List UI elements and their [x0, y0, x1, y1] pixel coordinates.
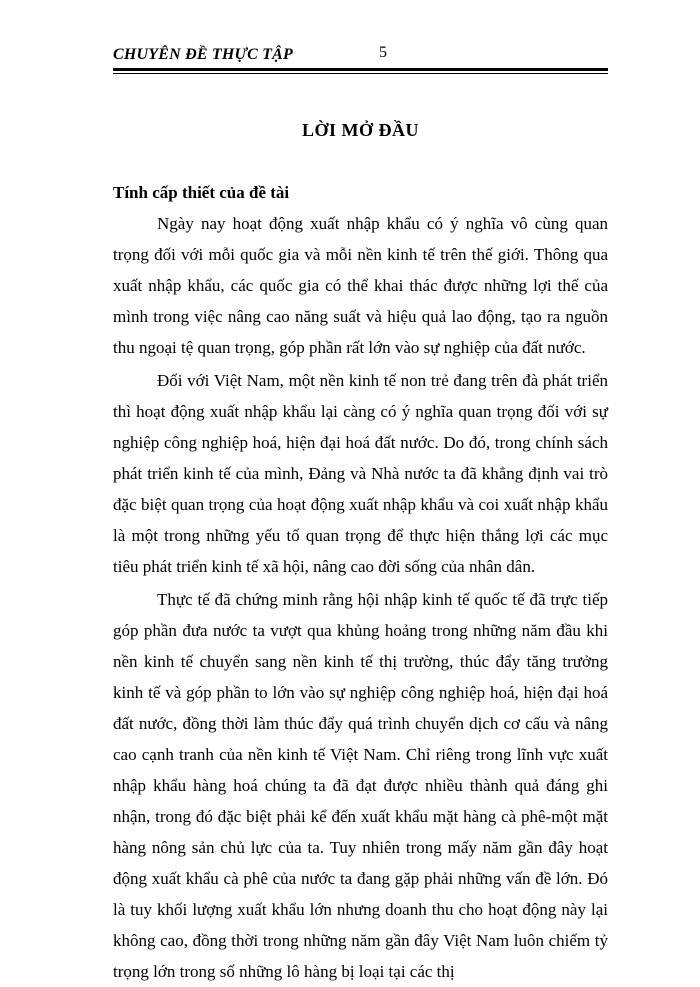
header-title: CHUYÊN ĐỀ THỰC TẬP [113, 46, 294, 63]
paragraph-3: Thực tế đã chứng minh rằng hội nhập kinh tế quốc tế đã trực tiếp góp phần đưa nước ta vượt qua khủng hoảng trong những năm đầu khi nền kinh tế chuyển sang nền kinh tế thị trường, thúc đẩy tăng trưởng kinh tế và góp phần to lớn vào sự nghiệp công nghiệp hoá, hiện đại hoá đất nước, đồng thời làm thúc đẩy quá trình chuyển dịch cơ cấu và nâng cao cạnh tranh của nền kinh tế Việt Nam. Chỉ riêng trong lĩnh vực xuất nhập khẩu hàng hoá chúng ta đã đạt được nhiều thành quả đáng ghi nhận, trong đó đặc biệt phải kể đến xuất khẩu mặt hàng cà phê-một mặt hàng nông sản chủ lực của ta. Tuy nhiên trong mấy năm gần đây hoạt động xuất khẩu cà phê của nước ta đang gặp phải những vấn đề lớn. Đó là tuy khối lượng xuất khẩu lớn nhưng doanh thu cho hoạt động này lại không cao, đồng thời trong những năm gần đây Việt Nam luôn chiếm tỷ trọng lớn trong số những lô hàng bị loại tại các thị [113, 590, 608, 981]
document-title: LỜI MỞ ĐẦU [302, 120, 419, 140]
paragraph-2: Đối với Việt Nam, một nền kinh tế non trẻ đang trên đà phát triển thì hoạt động xuất nhập khẩu lại càng có ý nghĩa quan trọng đối với sự nghiệp công nghiệp hoá, hiện đại hoá đất nước. Do đó, trong chính sách phát triển kinh tế của mình, Đảng và Nhà nước ta đã khẳng định vai trò đặc biệt quan trọng của hoạt động xuất nhập khẩu và coi xuất nhập khẩu là một trong những yếu tố quan trọng để thực hiện thắng lợi các mục tiêu phát triển kinh tế xã hội, nâng cao đời sống của nhân dân. [113, 371, 608, 576]
page-header [113, 42, 608, 76]
document-body [113, 177, 608, 987]
page-number: 5 [379, 44, 387, 61]
header-rule-thin [113, 73, 608, 74]
header-rule-thick [113, 68, 608, 71]
paragraph-1: Ngày nay hoạt động xuất nhập khẩu có ý nghĩa vô cùng quan trọng đối với mỗi quốc gia và mỗi nền kinh tế trên thế giới. Thông qua xuất nhập khẩu, các quốc gia có thể khai thác được những lợi thế của mình trong việc nâng cao năng suất và hiệu quả lao động, tạo ra nguồn thu ngoại tệ quan trọng, góp phần rất lớn vào sự nghiệp của đất nước. [113, 214, 608, 357]
section-heading: Tính cấp thiết của đề tài [113, 183, 290, 202]
